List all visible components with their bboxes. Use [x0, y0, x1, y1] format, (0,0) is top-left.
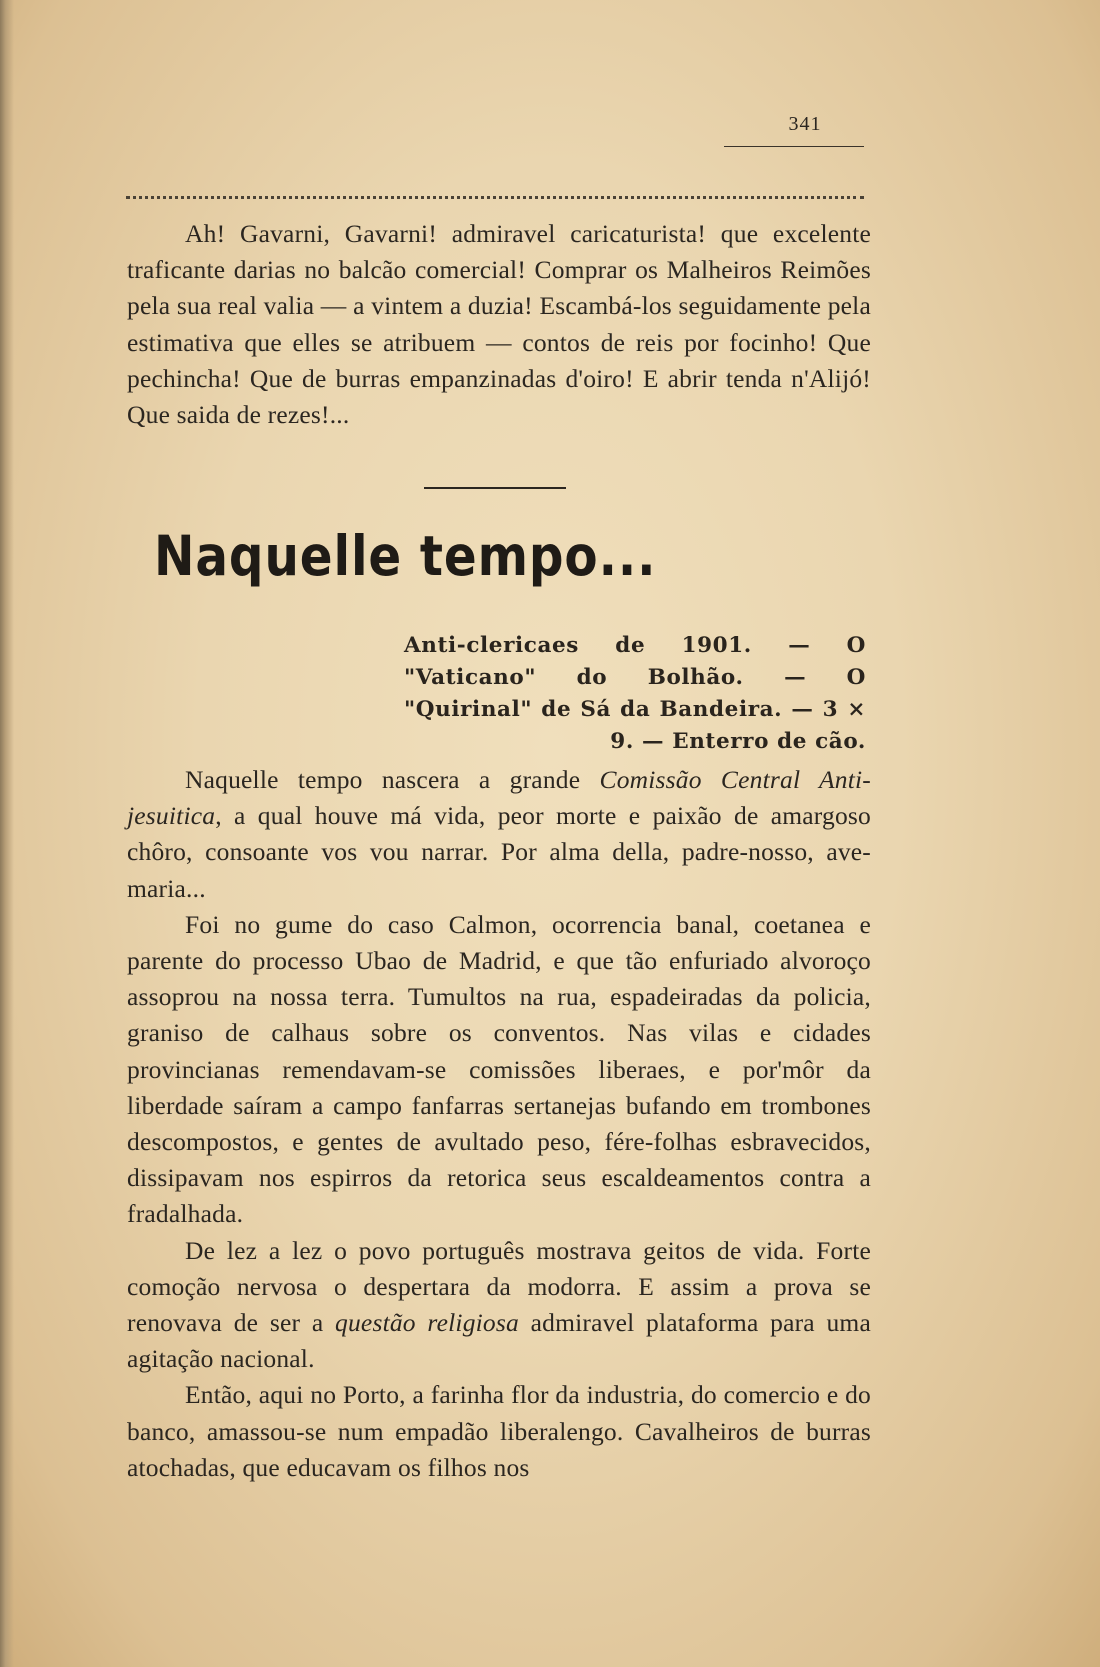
section-divider	[424, 487, 566, 489]
intro-text	[127, 216, 871, 433]
body-paragraph-1-end: , a qual houve má vida, peor morte e paixão de amargoso chôro, consoante vos vou narrar. Por alma della, padre-nosso, ave-maria...	[127, 801, 871, 903]
page-number-rule	[724, 146, 864, 147]
body-paragraph-4: Então, aqui no Porto, a farinha flor da industria, do comercio e do banco, amassou-se num empadão liberalengo. Cavalheiros de burras atochadas, que educavam os filhos nos	[127, 1380, 871, 1482]
section-summary: Anti-clericaes de 1901. — O "Vaticano" do Bolhão. — O "Quirinal" de Sá da Bandeira. — 3 × 9. — Enterro de cão.	[404, 633, 866, 754]
page-number: 341	[788, 113, 822, 135]
body-paragraph-1	[127, 762, 871, 907]
intro-paragraph: Ah! Gavarni, Gavarni! admiravel caricaturista! que excelente traficante darias no balcão comercial! Comprar os Malheiros Reimões pela sua real valia — a vintem a duzia! Escambá-los seguidamente pela estimativa que elles se atribuem — contos de reis por focinho! Que pechincha! Que de burras empanzinadas d'oiro! E abrir tenda n'Alijó! Que saida de rezes!...	[127, 219, 871, 430]
page-binding-edge	[0, 0, 14, 1667]
body-paragraph-3	[127, 1233, 871, 1378]
body-paragraph-1-start: Naquelle tempo nascera a grande	[185, 765, 600, 794]
section-title: Naquelle tempo...	[154, 524, 657, 588]
body-paragraph-2: Foi no gume do caso Calmon, ocorrencia banal, coetanea e parente do processo Ubao de Madrid, e que tão enfuriado alvoroço assoprou na nossa terra. Tumultos na rua, espadeiradas da policia, graniso de calhaus sobre os conventos. Nas vilas e cidades provincianas remendavam-se comissões liberaes, e por'môr da liberdade saíram a campo fanfarras sertanejas bufando em trombones descompostos, e gentes de avultado peso, fére-folhas esbravecidos, dissipavam nos espirros da retorica seus escaldeamentos contra a fradalhada.	[127, 909, 871, 1229]
body-paragraph-1-italic: Comissão Central Anti-jesuitica	[127, 765, 872, 831]
body-paragraph-3-italic: questão religiosa	[335, 1308, 519, 1338]
body-paragraph-3-start: De lez a lez o povo português mostrava geitos de vida. Forte comoção nervosa o despertara da modorra. E assim a prova se renovava de ser a	[127, 1235, 871, 1338]
body-text	[127, 762, 871, 1486]
dotted-separator	[126, 196, 864, 199]
body-paragraph-3-end: admiravel plataforma para uma agitação nacional.	[127, 1308, 871, 1374]
